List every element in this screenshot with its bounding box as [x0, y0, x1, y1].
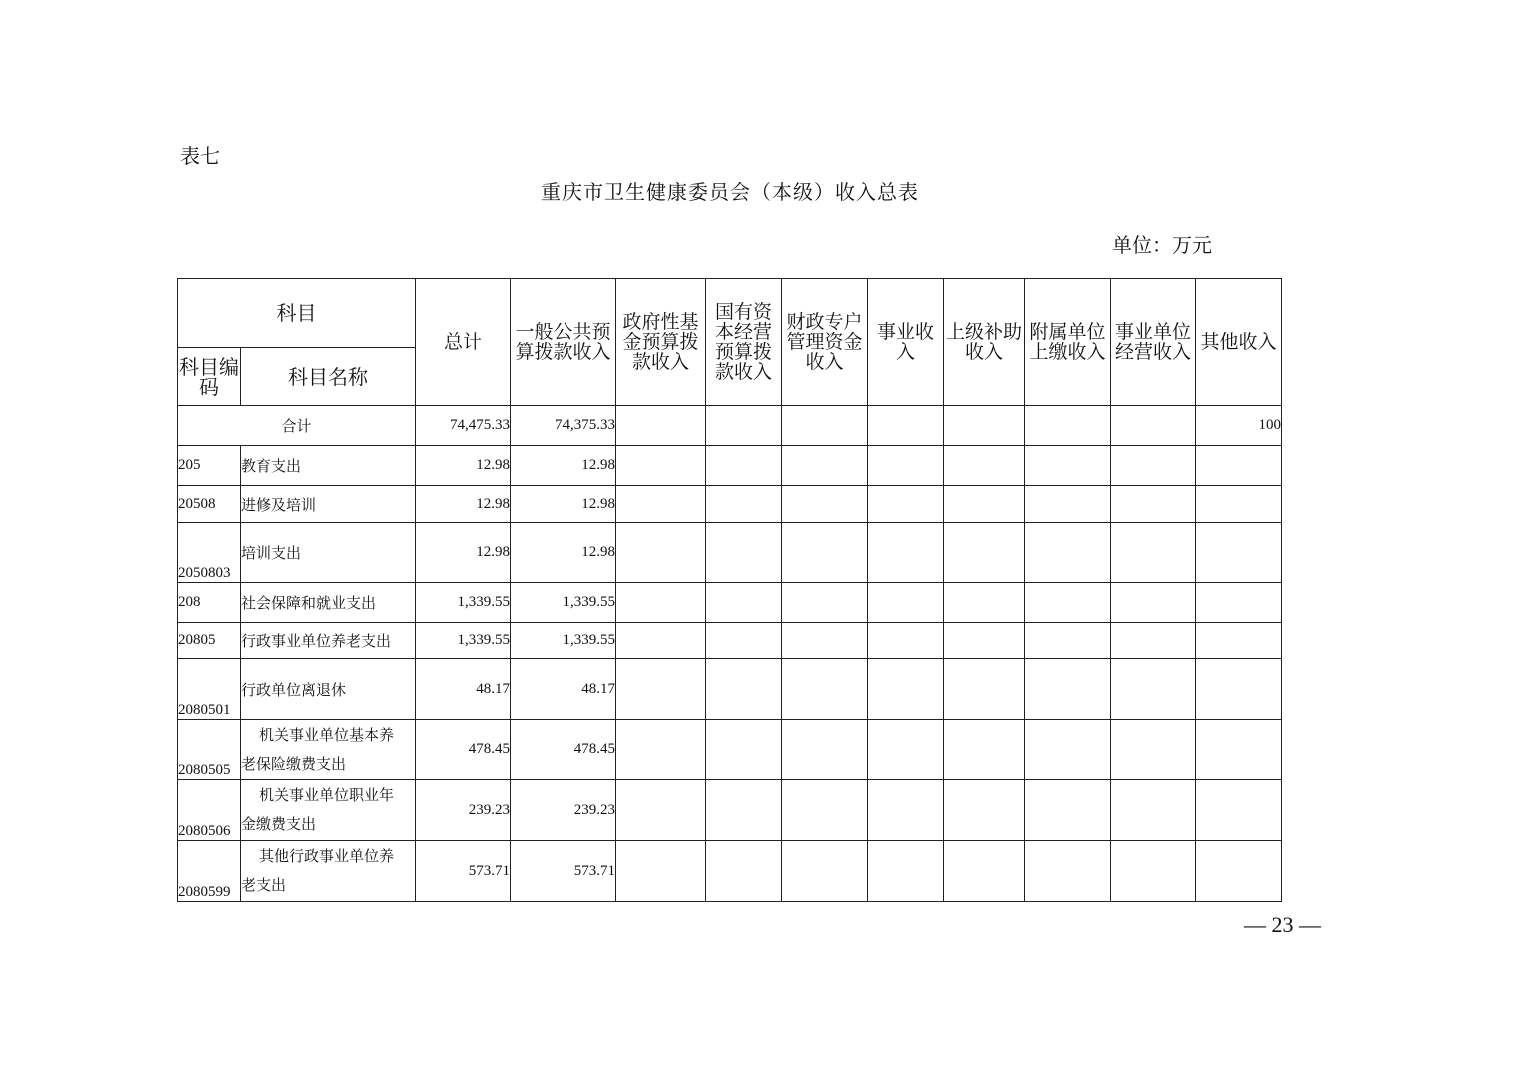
- total-total: 74,475.33: [416, 406, 511, 446]
- subject-code: 2080506: [178, 780, 241, 841]
- subject-code: 208: [178, 583, 241, 623]
- subject-code: 2080505: [178, 720, 241, 780]
- row-general-budget: 1,339.55: [511, 583, 616, 623]
- header-affiliated-payment: 附属单位上缴收入: [1025, 279, 1111, 406]
- subject-code: 20805: [178, 623, 241, 659]
- row-general-budget: 478.45: [511, 720, 616, 780]
- table-row: [178, 659, 1282, 720]
- row-general-budget: 12.98: [511, 446, 616, 486]
- subject-name-line2: 金缴费支出: [241, 815, 317, 833]
- total-other-income: 100: [1196, 406, 1282, 446]
- row-total: 573.71: [416, 841, 511, 902]
- header-subject-name: 科目名称: [241, 348, 416, 406]
- subject-name: 培训支出: [241, 523, 416, 583]
- subject-name: 行政单位离退休: [241, 659, 416, 720]
- row-general-budget: 239.23: [511, 780, 616, 841]
- table-label: 表七: [180, 144, 220, 168]
- subject-name-line2: 老支出: [241, 876, 287, 894]
- subject-name-line1: 机关事业单位职业年: [259, 786, 395, 804]
- table-row: [178, 780, 1282, 841]
- header-superior-subsidy: 上级补助收入: [944, 279, 1025, 406]
- subject-code: 2050803: [178, 523, 241, 583]
- table-row: [178, 446, 1282, 486]
- subject-code: 20508: [178, 486, 241, 523]
- header-other-income: 其他收入: [1196, 279, 1282, 406]
- header-business-operation: 事业单位经营收入: [1111, 279, 1196, 406]
- row-general-budget: 1,339.55: [511, 623, 616, 659]
- page-number: — 23 —: [1244, 912, 1321, 937]
- subject-name: 教育支出: [241, 446, 416, 486]
- document-title: 重庆市卫生健康委员会（本级）收入总表: [541, 180, 919, 204]
- row-total: 239.23: [416, 780, 511, 841]
- header-business-income: 事业收入: [868, 279, 944, 406]
- subject-name-line1: 其他行政事业单位养: [259, 847, 395, 865]
- row-general-budget: 12.98: [511, 523, 616, 583]
- table-row: [178, 523, 1282, 583]
- header-subject: 科目: [178, 279, 416, 348]
- row-general-budget: 48.17: [511, 659, 616, 720]
- row-total: 48.17: [416, 659, 511, 720]
- subject-code: 205: [178, 446, 241, 486]
- row-total: 1,339.55: [416, 623, 511, 659]
- header-subject-code: 科目编码: [178, 348, 241, 406]
- header-fiscal-special: 财政专户管理资金收入: [782, 279, 868, 406]
- header-general-budget: 一般公共预算拨款收入: [511, 279, 616, 406]
- subject-code: 2080599: [178, 841, 241, 902]
- row-general-budget: 573.71: [511, 841, 616, 902]
- row-total: 12.98: [416, 523, 511, 583]
- table-row: [178, 486, 1282, 523]
- table-row: [178, 583, 1282, 623]
- row-general-budget: 12.98: [511, 486, 616, 523]
- total-label: 合计: [178, 406, 416, 446]
- total-general-budget: 74,375.33: [511, 406, 616, 446]
- table-row: [178, 841, 1282, 902]
- header-gov-fund: 政府性基金预算拨款收入: [616, 279, 706, 406]
- subject-name: [241, 720, 416, 780]
- subject-name: 行政事业单位养老支出: [241, 623, 416, 659]
- row-total: 12.98: [416, 446, 511, 486]
- row-total: 1,339.55: [416, 583, 511, 623]
- subject-name-line1: 机关事业单位基本养: [259, 725, 395, 744]
- subject-name-line2: 老保险缴费支出: [241, 754, 347, 773]
- subject-name: [241, 841, 416, 902]
- unit-label: 单位：万元: [1112, 233, 1212, 257]
- subject-code: 2080501: [178, 659, 241, 720]
- header-row-1: [178, 279, 1282, 348]
- row-total: 478.45: [416, 720, 511, 780]
- header-state-capital: 国有资本经营预算拨款收入: [706, 279, 782, 406]
- income-summary-table: [177, 278, 1282, 902]
- table-row: [178, 720, 1282, 780]
- row-total: 12.98: [416, 486, 511, 523]
- table-row: [178, 623, 1282, 659]
- subject-name: 社会保障和就业支出: [241, 583, 416, 623]
- subject-name: 进修及培训: [241, 486, 416, 523]
- subject-name: [241, 780, 416, 841]
- total-row: [178, 406, 1282, 446]
- header-total: 总计: [416, 279, 511, 406]
